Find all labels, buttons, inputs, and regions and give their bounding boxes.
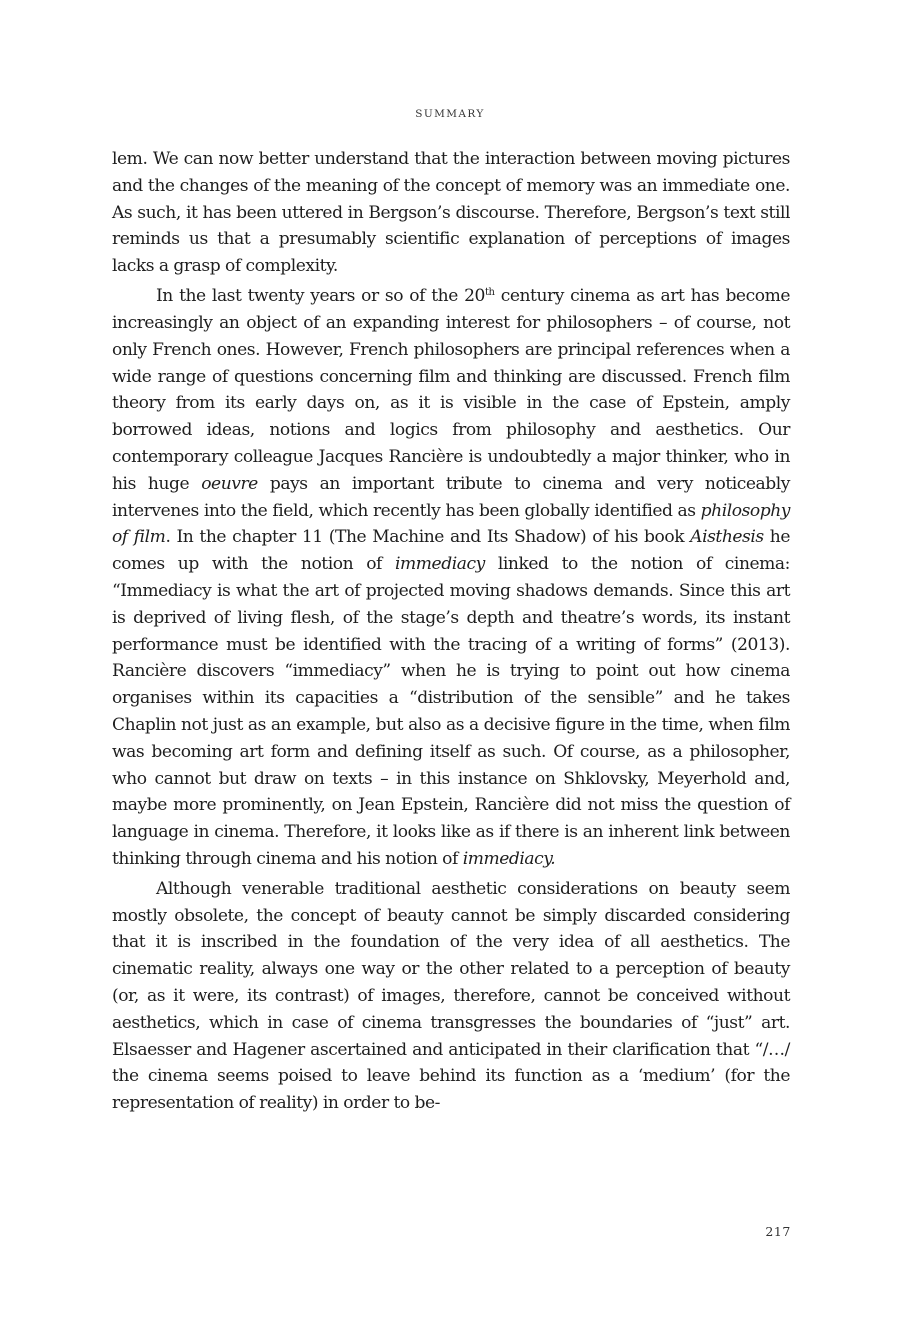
italic-term-oeuvre: oeuvre [201, 473, 258, 494]
text-segment: In the last twenty years or so of the 20 [156, 286, 485, 307]
text-segment: Although venerable traditional aesthetic considerations on beauty seem mostly obsolete, the concept of beauty cannot be simply discarded considering that it is inscribed in the foundation of the very idea of all aesthetics. The cinematic reality, always one way or the other related to a perception of beauty (or, as it were, its contrast) of images, therefore, cannot be conceived without aesthetics, which in case of cinema transgresses the boundaries of “just” art. Elsaesser and Hagener ascertained and anticipated in their clarification that “/…/ the cinema seems poised to leave behind its function as a ‘medium’ (for the representation of reality) in order to be- [112, 878, 790, 1114]
paragraph-2 [112, 283, 790, 873]
superscript-ordinal: th [484, 287, 495, 299]
text-segment: . In the chapter 11 (The Machine and Its Shadow) of his book [165, 527, 691, 548]
paragraph-1 [112, 146, 790, 280]
text-segment: linked to the notion of cinema: “Immediacy is what the art of projected moving shadows demands. Since this art is deprived of living flesh, of the stage’s depth and theatre’s words, its instant performance must be identified with the tracing of a writing of forms” (2013). Rancière discovers “immediacy” when he is trying to point out how cinema organises within its capacities a “distribution of the sensible” and he takes Chaplin not just as an example, but also as a decisive figure in the time, when film was becoming art form and defining itself as such. Of course, as a philosopher, who cannot but draw on texts – in this instance on Shklovsky, Meyerhold and, maybe more prominently, on Jean Epstein, Rancière did not miss the question of language in cinema. Therefore, it looks like as if there is an inherent link between thinking through cinema and his notion of [112, 554, 790, 869]
italic-term-immediacy-end: immediacy. [462, 848, 556, 869]
body-text [112, 146, 790, 1117]
text-segment: pays an important tribute to cinema and very noticeably intervenes into the field, which recently has been globally identified as [112, 473, 790, 521]
italic-term-immediacy: immediacy [395, 554, 485, 575]
page-number: 217 [765, 1224, 791, 1239]
text-segment: he comes up with the notion of [112, 527, 790, 575]
text-segment: lem. We can now better understand that the interaction between moving pictures and the changes of the meaning of the concept of memory was an immediate one. As such, it has been uttered in Bergson’s discourse. Therefore, Bergson’s text still reminds us that a presumably scientific explanation of perceptions of images lacks a grasp of complexity. [112, 149, 790, 277]
paragraph-3 [112, 876, 790, 1117]
italic-term-philosophy-of-film: philosophy of film [112, 500, 790, 548]
running-head: SUMMARY [415, 108, 485, 120]
text-segment: century cinema as art has become increasingly an object of an expanding interest for philosophers – of course, not only French ones. However, French philosophers are principal references when a wide range of questions concerning film and thinking are discussed. French film theory from its early days on, as it is visible in the case of Epstein, amply borrowed ideas, notions and logics from philosophy and aesthetics. Our contemporary colleague Jacques Rancière is undoubtedly a major thinker, who in his huge [112, 286, 790, 494]
italic-book-title-aisthesis: Aisthesis [690, 527, 764, 548]
